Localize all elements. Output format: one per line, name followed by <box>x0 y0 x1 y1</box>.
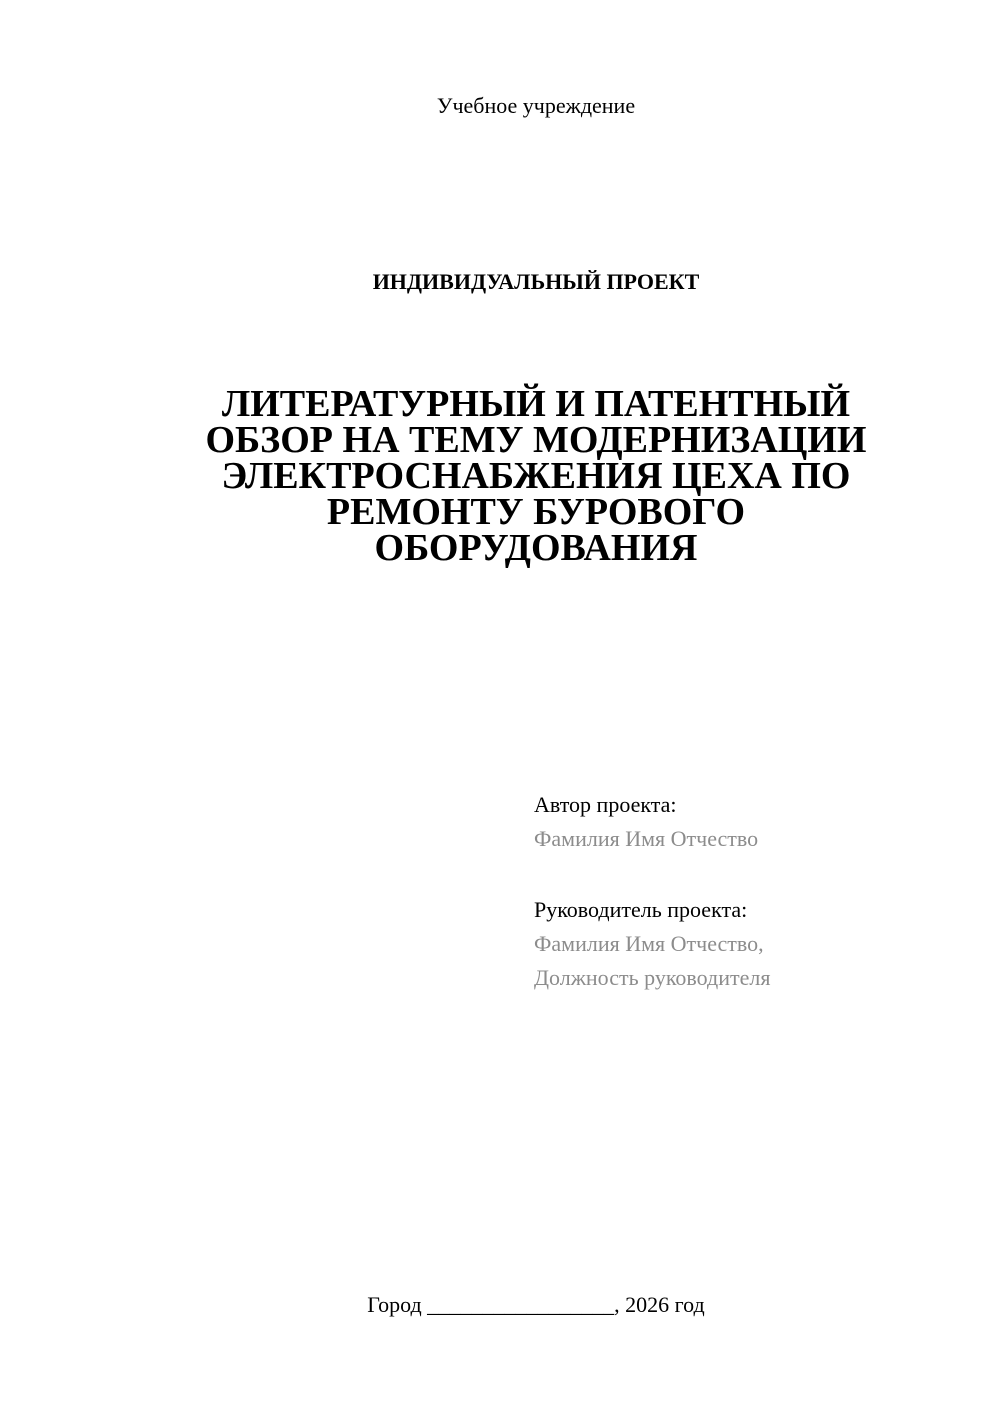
supervisor-name: Фамилия Имя Отчество, <box>534 931 764 956</box>
author-name: Фамилия Имя Отчество <box>534 826 759 851</box>
city-year-footer: Город _________________, 2026 год <box>367 1292 705 1317</box>
title-line-3: ЭЛЕКТРОСНАБЖЕНИЯ ЦЕХА ПО <box>221 455 851 497</box>
supervisor-block <box>534 893 974 995</box>
supervisor-label: Руководитель проекта: <box>534 897 748 922</box>
institution-name: Учебное учреждение <box>436 93 636 118</box>
title-line-1: ЛИТЕРАТУРНЫЙ И ПАТЕНТНЫЙ <box>221 383 851 425</box>
title-line-2: ОБЗОР НА ТЕМУ МОДЕРНИЗАЦИИ <box>205 419 867 461</box>
title-line-4: РЕМОНТУ БУРОВОГО <box>326 491 746 533</box>
supervisor-position: Должность руководителя <box>534 965 771 990</box>
project-title <box>186 383 886 569</box>
document-type: ИНДИВИДУАЛЬНЫЙ ПРОЕКТ <box>372 269 700 294</box>
author-label: Автор проекта: <box>534 792 677 817</box>
title-line-5: ОБОРУДОВАНИЯ <box>374 527 698 569</box>
author-block <box>534 788 974 856</box>
